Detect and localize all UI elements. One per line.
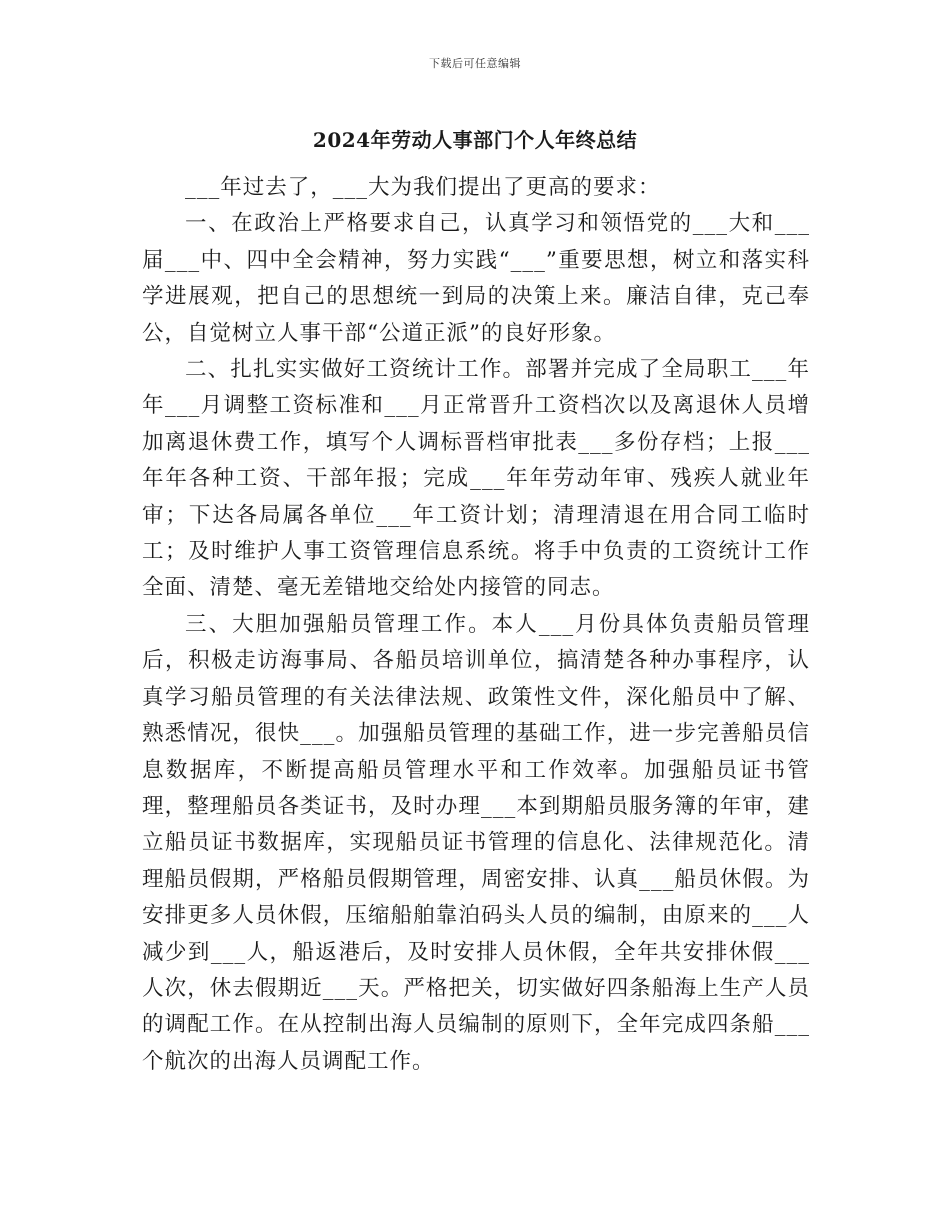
paragraph-intro: ___年过去了，___大为我们提出了更高的要求： — [185, 175, 661, 200]
document-body — [142, 170, 810, 1080]
paragraph-section-1: 一、在政治上严格要求自己，认真学习和领悟党的___大和___届___中、四中全会精神，努力实践“___”重要思想，树立和落实科学进展观，把自己的思想统一到局的决策上来。廉洁自律，克己奉公，自觉树立人事干部“公道正派”的良好形象。 — [142, 211, 810, 346]
paragraph-section-3: 三、大胆加强船员管理工作。本人___月份具体负责船员管理后，积极走访海事局、各船员培训单位，搞清楚各种办事程序，认真学习船员管理的有关法律法规、政策性文件，深化船员中了解、熟悉情况，很快___。加强船员管理的基础工作，进一步完善船员信息数据库，不断提高船员管理水平和工作效率。加强船员证书管理，整理船员各类证书，及时办理___本到期船员服务簿的年审，建立船员证书数据库，实现船员证书管理的信息化、法律规范化。清理船员假期，严格船员假期管理，周密安排、认真___船员休假。为安排更多人员休假，压缩船舶靠泊码头人员的编制，由原来的___人减少到___人，船返港后，及时安排人员休假，全年共安排休假___人次，休去假期近___天。严格把关，切实做好四条船海上生产人员的调配工作。在从控制出海人员编制的原则下，全年完成四条船___个航次的出海人员调配工作。 — [142, 611, 810, 1074]
header-note: 下载后可任意编辑 — [429, 57, 521, 70]
document-title: 2024年劳动人事部门个人年终总结 — [312, 128, 638, 152]
paragraph-section-2: 二、扎扎实实做好工资统计工作。部署并完成了全局职工___年年___月调整工资标准和___月正常晋升工资档次以及离退休人员增加离退休费工作，填写个人调标晋档审批表___多份存档；上报___年年各种工资、干部年报；完成___年年劳动年审、残疾人就业年审；下达各局属各单位___年工资计划；清理清退在用合同工临时工；及时维护人事工资管理信息系统。将手中负责的工资统计工作全面、清楚、毫无差错地交给处内接管的同志。 — [142, 357, 810, 601]
